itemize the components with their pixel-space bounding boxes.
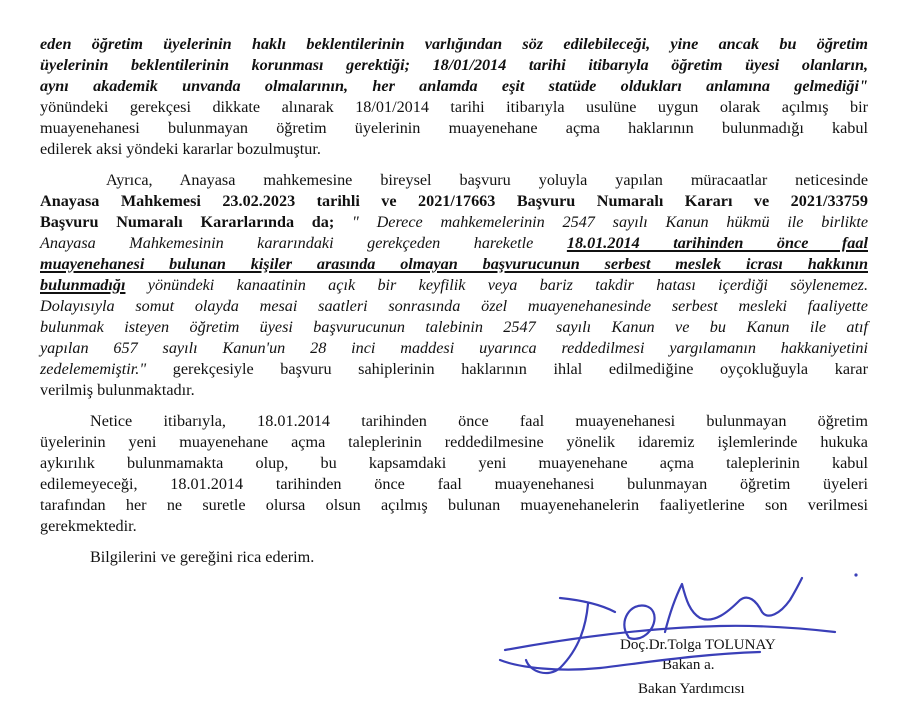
signatory-title: Bakan Yardımcısı (638, 681, 745, 697)
intro-line-3: aynı akademik unvanda olmalarının, her anlamda eşit statüde oldukları anlamına gelmediği" (40, 77, 868, 95)
court-quote-underlined-1: 18.01.2014 tarihinden önce faal (566, 234, 868, 252)
intro-line-5: muayenehanesi bulunmayan öğretim üyelerinin muayenehane açma haklarının bulunmadığı kabul (40, 119, 868, 137)
signature-lower-stroke (500, 652, 760, 670)
court-quote-continues: yönündeki kanaatinin açık bir keyfilik veya bariz takdir hatası içerdiği söylenemez. (125, 276, 868, 294)
intro-line-2: üyelerinin beklentilerinin korunması gerektiği; 18/01/2014 tarihi itibarıyla öğretim üyesi olanların, (40, 56, 868, 74)
court-line-4 (40, 233, 868, 253)
conclusion-line-4: edilemeyeceği, 18.01.2014 tarihinden önce faal muayenehanesi bulunmayan öğretim üyeleri (40, 475, 868, 493)
court-line-10 (40, 359, 868, 379)
court-line-1: Ayrıca, Anayasa mahkemesine bireysel başvuru yoluyla yapılan müracaatlar neticesinde (106, 171, 868, 189)
conclusion-line-6: gerekmektedir. (40, 517, 137, 535)
signature-wave-stroke (665, 578, 802, 632)
court-line-6 (40, 275, 868, 295)
court-quote-underlined-2: muayenehanesi bulunan kişiler arasında olmayan başvurucunun serbest meslek icrası hakkının (40, 255, 868, 273)
signature-o-stroke (624, 605, 654, 638)
court-line-2: Anayasa Mahkemesi 23.02.2023 tarihli ve 2021/17663 Başvuru Numaralı Kararı ve 2021/33759 (40, 192, 868, 210)
intro-line-6: edilerek aksi yöndeki kararlar bozulmuştur. (40, 140, 321, 158)
court-line-8: bulunmak isteyen öğretim üyesi başvurucunun talebinin 2547 sayılı Kanun ve bu Kanun ile atıf (40, 318, 868, 336)
conclusion-line-2: üyelerinin yeni muayenehane açma taleplerinin reddedilmesine yönelik idaremiz işlemlerinde hukuka (40, 433, 868, 451)
court-line-9: yapılan 657 sayılı Kanun'un 28 inci maddesi uyarınca reddedilmesi yargılamanın hakkaniyetini (40, 339, 868, 357)
intro-line-1: eden öğretim üyelerinin haklı beklentilerinin varlığından söz edilebileceği, yine ancak bu öğretim (40, 35, 868, 53)
court-quote-start: " Derece mahkemelerinin 2547 sayılı Kanun hükmü ile birlikte (334, 213, 868, 231)
conclusion-line-1: Netice itibarıyla, 18.01.2014 tarihinden önce faal muayenehanesi bulunmayan öğretim (90, 412, 868, 430)
court-line-10-text: gerekçesiyle başvuru sahiplerinin haklarının ihlal edilmediğine oyçokluğuyla karar (146, 360, 868, 378)
court-line-3 (40, 212, 868, 232)
court-ref-bold: Başvuru Numaralı Kararlarında da; (40, 213, 335, 231)
court-quote-underlined-3: bulunmadığı (40, 276, 126, 294)
signatory-name: Doç.Dr.Tolga TOLUNAY (620, 637, 776, 653)
conclusion-line-3: aykırılık bulunmamakta olup, bu kapsamdaki yeni muayenehane açma taleplerinin kabul (40, 454, 868, 472)
court-line-7: Dolayısıyla somut olayda mesai saatleri sonrasında özel muayenehanesinde serbest mesleki faaliyette (40, 297, 868, 315)
court-line-11: verilmiş bulunmaktadır. (40, 381, 195, 399)
intro-line-4: yönündeki gerekçesi dikkate alınarak 18/01/2014 tarihi itibarıyla usulüne uygun olarak açılmış bir (40, 98, 868, 116)
signature-initial-stroke (526, 598, 615, 673)
signature-dot (854, 573, 857, 576)
court-quote-end: zedelememiştir." (40, 360, 147, 378)
signatory-delegation: Bakan a. (662, 657, 715, 673)
court-quote-text: Anayasa Mahkemesinin kararındaki gerekçeden hareketle (40, 234, 567, 252)
conclusion-line-5: tarafından her ne suretle olursa olsun açılmış bulunan muayenehanelerin faaliyetlerine son verilmesi (40, 496, 868, 514)
closing-line: Bilgilerini ve gereğini rica ederim. (90, 548, 315, 566)
